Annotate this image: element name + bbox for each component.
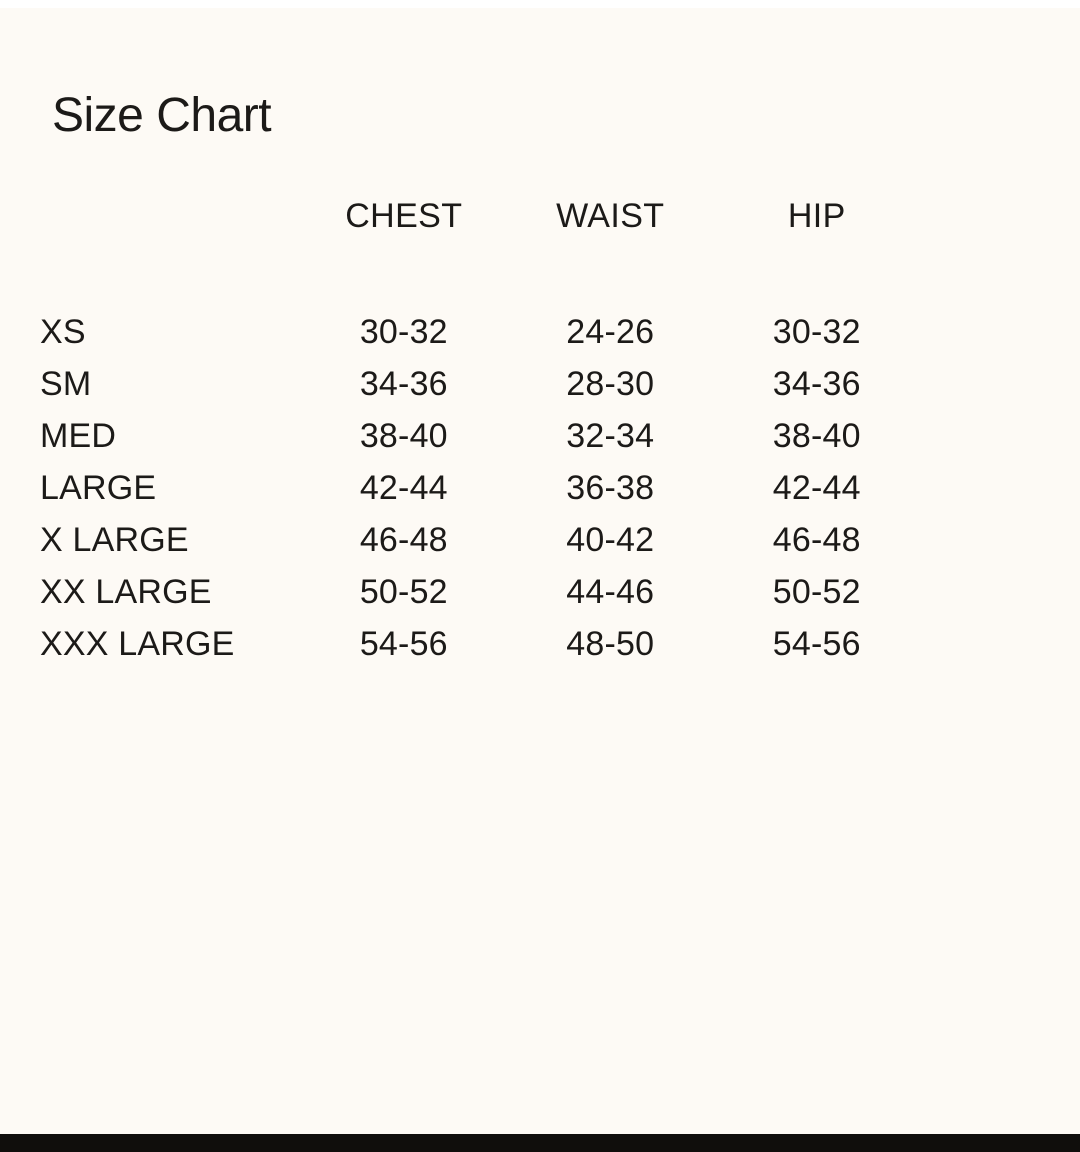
- size-label: XX LARGE: [40, 573, 212, 611]
- hip-value: 38-40: [772, 417, 861, 455]
- waist-value: 28-30: [566, 365, 655, 403]
- table-row: [40, 462, 920, 514]
- chest-value: 42-44: [359, 469, 448, 507]
- table-row: [40, 514, 920, 566]
- hip-value: 34-36: [772, 365, 861, 403]
- size-label: XXX LARGE: [40, 625, 235, 663]
- chest-value: 54-56: [359, 625, 448, 663]
- waist-value: 24-26: [566, 313, 655, 351]
- spacer-cell: [301, 276, 507, 306]
- spacer-cell: [40, 276, 301, 306]
- waist-value: 40-42: [566, 521, 655, 559]
- page-title: Size Chart: [52, 89, 272, 142]
- table-header-row: [40, 190, 920, 276]
- spacer-cell: [507, 276, 713, 306]
- spacer-cell: [714, 276, 920, 306]
- hip-value: 50-52: [772, 573, 861, 611]
- bottom-edge-strip: [0, 1134, 1080, 1152]
- waist-value: 44-46: [566, 573, 655, 611]
- waist-value: 48-50: [566, 625, 655, 663]
- column-header-waist: WAIST: [556, 197, 665, 235]
- table-row: [40, 618, 920, 670]
- chest-value: 50-52: [359, 573, 448, 611]
- size-label: LARGE: [40, 469, 157, 507]
- column-header-hip: HIP: [787, 197, 846, 235]
- table-spacer-row: [40, 276, 920, 306]
- hip-value: 30-32: [772, 313, 861, 351]
- hip-value: 54-56: [772, 625, 861, 663]
- chest-value: 30-32: [359, 313, 448, 351]
- chest-value: 34-36: [359, 365, 448, 403]
- chest-value: 46-48: [359, 521, 448, 559]
- table-row: [40, 410, 920, 462]
- chest-value: 38-40: [359, 417, 448, 455]
- table-row: [40, 358, 920, 410]
- waist-value: 36-38: [566, 469, 655, 507]
- hip-value: 46-48: [772, 521, 861, 559]
- table-corner-cell: [40, 190, 301, 276]
- size-label: X LARGE: [40, 521, 189, 559]
- table-row: [40, 306, 920, 358]
- size-label: MED: [40, 417, 117, 455]
- size-chart-table: [40, 190, 920, 670]
- table-row: [40, 566, 920, 618]
- waist-value: 32-34: [566, 417, 655, 455]
- size-label: SM: [40, 365, 92, 403]
- column-header-chest: CHEST: [345, 197, 463, 235]
- hip-value: 42-44: [772, 469, 861, 507]
- size-label: XS: [40, 313, 86, 351]
